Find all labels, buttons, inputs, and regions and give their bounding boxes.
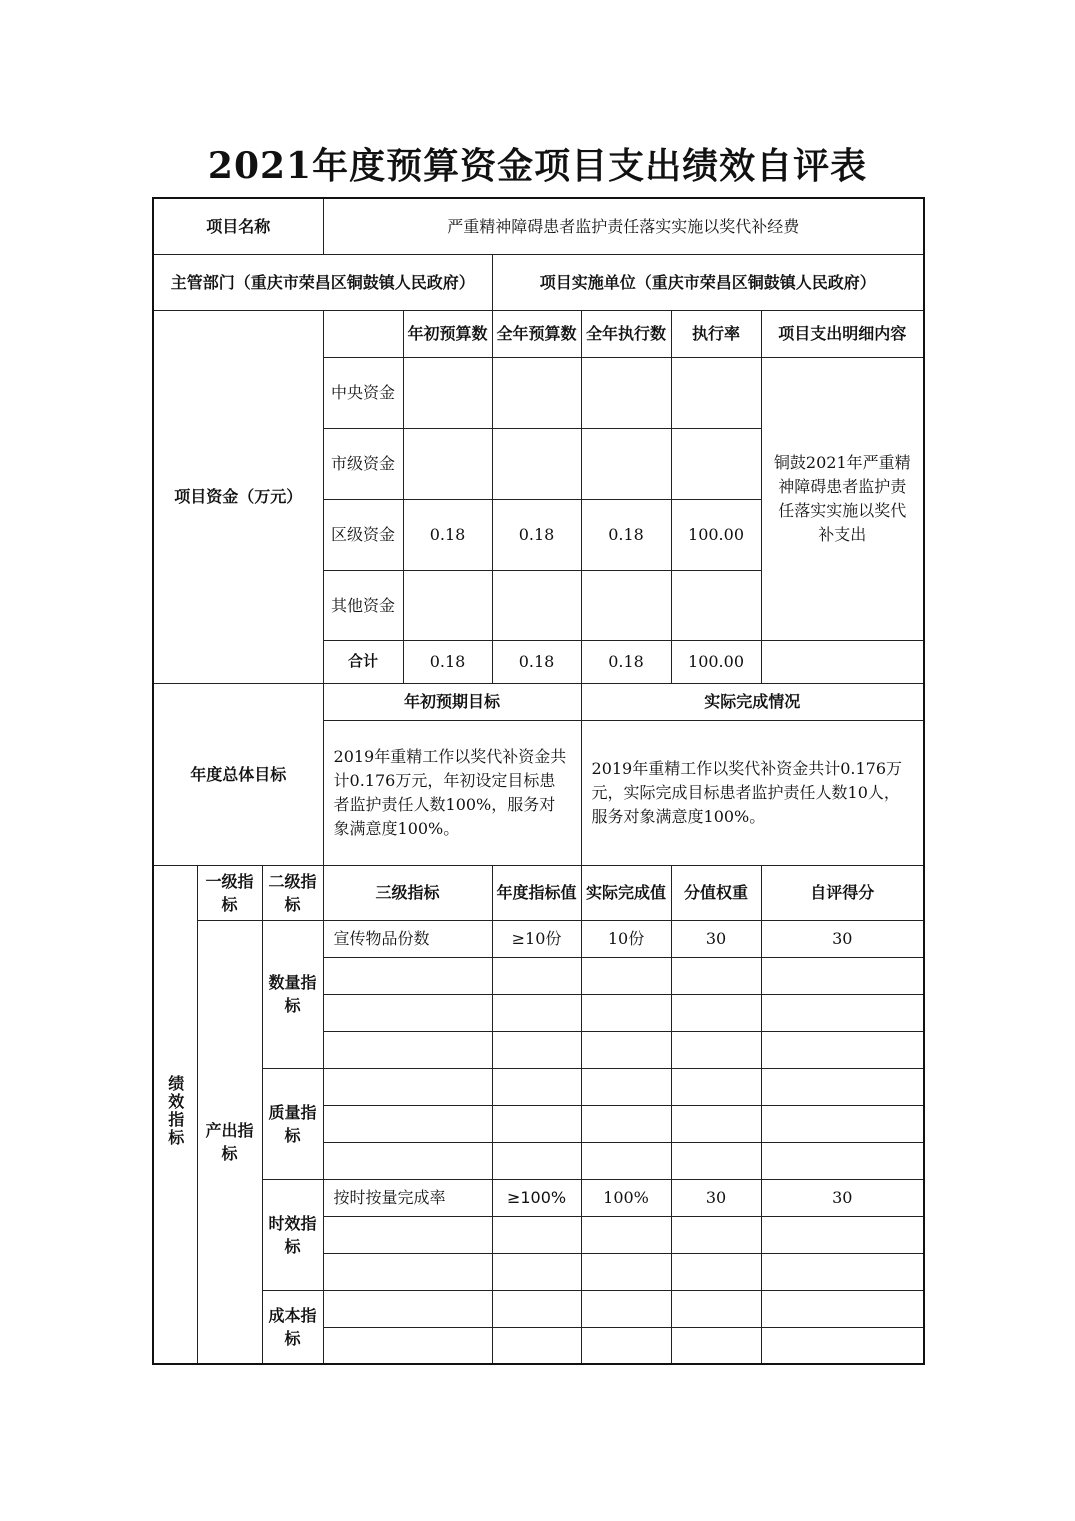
indicator-header: 实际完成值 bbox=[581, 865, 671, 920]
funds-cell: 0.18 bbox=[581, 640, 671, 683]
funds-header-detail: 项目支出明细内容 bbox=[761, 310, 924, 357]
indicator-score bbox=[761, 957, 924, 994]
goals-label: 年度总体目标 bbox=[153, 683, 323, 865]
indicator-actual bbox=[581, 957, 671, 994]
indicator-weight bbox=[671, 1031, 761, 1068]
department-row bbox=[153, 254, 924, 310]
indicator-name bbox=[323, 1327, 492, 1364]
funds-cell bbox=[671, 570, 761, 640]
funds-cell: 0.18 bbox=[492, 640, 581, 683]
indicator-name bbox=[323, 1031, 492, 1068]
funds-row-name: 中央资金 bbox=[323, 357, 403, 428]
project-name-row bbox=[153, 198, 924, 254]
funds-cell: 0.18 bbox=[403, 499, 492, 570]
funds-cell bbox=[671, 357, 761, 428]
indicator-target bbox=[492, 1142, 581, 1179]
goals-actual-header: 实际完成情况 bbox=[581, 683, 924, 720]
indicator-weight bbox=[671, 1142, 761, 1179]
funds-total-label: 合计 bbox=[323, 640, 403, 683]
indicator-score bbox=[761, 1327, 924, 1364]
indicator-header-row bbox=[153, 865, 924, 920]
indicator-name bbox=[323, 1068, 492, 1105]
indicator-name bbox=[323, 1216, 492, 1253]
indicator-actual bbox=[581, 1068, 671, 1105]
funds-header-executed: 全年执行数 bbox=[581, 310, 671, 357]
indicator-score: 30 bbox=[761, 1179, 924, 1216]
funds-detail: 铜鼓2021年严重精神障碍患者监护责任落实实施以奖代补支出 bbox=[761, 357, 924, 640]
indicator-target bbox=[492, 1290, 581, 1327]
funds-header-row bbox=[153, 310, 924, 357]
indicator-score bbox=[761, 1290, 924, 1327]
indicator-target: ≥10份 bbox=[492, 920, 581, 957]
indicator-score bbox=[761, 1142, 924, 1179]
indicator-name bbox=[323, 1142, 492, 1179]
funds-cell bbox=[671, 428, 761, 499]
funds-header-blank bbox=[323, 310, 403, 357]
funds-cell bbox=[403, 428, 492, 499]
funds-total-blank bbox=[761, 640, 924, 683]
indicator-actual bbox=[581, 1105, 671, 1142]
indicator-header: 自评得分 bbox=[761, 865, 924, 920]
table-row bbox=[153, 920, 924, 957]
level2-indicator: 成本指标 bbox=[262, 1290, 323, 1364]
funds-row-name: 区级资金 bbox=[323, 499, 403, 570]
indicator-header: 二级指标 bbox=[262, 865, 323, 920]
funds-header-rate: 执行率 bbox=[671, 310, 761, 357]
indicator-actual: 10份 bbox=[581, 920, 671, 957]
funds-cell bbox=[492, 428, 581, 499]
funds-cell bbox=[581, 428, 671, 499]
indicator-score bbox=[761, 1216, 924, 1253]
level2-indicator: 时效指标 bbox=[262, 1179, 323, 1290]
indicator-actual bbox=[581, 994, 671, 1031]
project-name-label: 项目名称 bbox=[153, 198, 323, 254]
table-row bbox=[153, 1179, 924, 1216]
funds-cell: 0.18 bbox=[492, 499, 581, 570]
indicator-actual bbox=[581, 1327, 671, 1364]
indicator-actual bbox=[581, 1253, 671, 1290]
indicator-score bbox=[761, 994, 924, 1031]
funds-cell: 100.00 bbox=[671, 640, 761, 683]
funds-cell bbox=[581, 570, 671, 640]
funds-header-initial: 年初预算数 bbox=[403, 310, 492, 357]
indicator-target bbox=[492, 1105, 581, 1142]
performance-table bbox=[152, 197, 925, 1365]
indicator-weight bbox=[671, 957, 761, 994]
indicator-target bbox=[492, 1253, 581, 1290]
implementing-unit-cell: 项目实施单位（重庆市荣昌区铜鼓镇人民政府） bbox=[492, 254, 924, 310]
indicator-name bbox=[323, 957, 492, 994]
goals-header-row bbox=[153, 683, 924, 720]
indicator-name: 宣传物品份数 bbox=[323, 920, 492, 957]
indicator-score: 30 bbox=[761, 920, 924, 957]
indicator-actual: 100% bbox=[581, 1179, 671, 1216]
indicator-target bbox=[492, 1068, 581, 1105]
indicator-weight bbox=[671, 1105, 761, 1142]
indicator-target bbox=[492, 1327, 581, 1364]
goals-planned-text: 2019年重精工作以奖代补资金共计0.176万元，年初设定目标患者监护责任人数100%，服务对象满意度100%。 bbox=[323, 720, 581, 865]
funds-cell: 0.18 bbox=[403, 640, 492, 683]
indicator-header: 一级指标 bbox=[197, 865, 262, 920]
indicator-weight bbox=[671, 1253, 761, 1290]
indicator-header: 分值权重 bbox=[671, 865, 761, 920]
indicator-header: 三级指标 bbox=[323, 865, 492, 920]
funds-cell bbox=[403, 357, 492, 428]
indicator-header: 年度指标值 bbox=[492, 865, 581, 920]
indicator-target bbox=[492, 1031, 581, 1068]
funds-cell bbox=[492, 357, 581, 428]
level2-indicator: 数量指标 bbox=[262, 920, 323, 1068]
indicator-score bbox=[761, 1105, 924, 1142]
funds-row-name: 其他资金 bbox=[323, 570, 403, 640]
indicator-actual bbox=[581, 1216, 671, 1253]
funds-label: 项目资金（万元） bbox=[153, 310, 323, 683]
indicator-weight bbox=[671, 1216, 761, 1253]
page-title: 2021年度预算资金项目支出绩效自评表 bbox=[207, 145, 868, 187]
indicator-weight bbox=[671, 1327, 761, 1364]
goals-actual-text: 2019年重精工作以奖代补资金共计0.176万元，实际完成目标患者监护责任人数10人，服务对象满意度100%。 bbox=[581, 720, 924, 865]
indicator-score bbox=[761, 1068, 924, 1105]
funds-cell: 0.18 bbox=[581, 499, 671, 570]
indicator-target bbox=[492, 994, 581, 1031]
indicator-actual bbox=[581, 1031, 671, 1068]
table-row bbox=[153, 1068, 924, 1105]
funds-cell bbox=[581, 357, 671, 428]
indicator-weight: 30 bbox=[671, 1179, 761, 1216]
indicator-name bbox=[323, 994, 492, 1031]
indicator-section-label: 绩效指标 bbox=[153, 865, 197, 1364]
indicator-score bbox=[761, 1253, 924, 1290]
indicator-weight: 30 bbox=[671, 920, 761, 957]
level1-indicator: 产出指标 bbox=[197, 920, 262, 1364]
indicator-target bbox=[492, 957, 581, 994]
indicator-name bbox=[323, 1253, 492, 1290]
funds-header-annual: 全年预算数 bbox=[492, 310, 581, 357]
indicator-weight bbox=[671, 994, 761, 1031]
indicator-target bbox=[492, 1216, 581, 1253]
funds-row-name: 市级资金 bbox=[323, 428, 403, 499]
level2-indicator: 质量指标 bbox=[262, 1068, 323, 1179]
indicator-weight bbox=[671, 1290, 761, 1327]
table-row bbox=[153, 1290, 924, 1327]
indicator-name bbox=[323, 1105, 492, 1142]
indicator-name bbox=[323, 1290, 492, 1327]
funds-cell bbox=[403, 570, 492, 640]
indicator-score bbox=[761, 1031, 924, 1068]
indicator-actual bbox=[581, 1142, 671, 1179]
funds-cell bbox=[492, 570, 581, 640]
indicator-target: ≥100% bbox=[492, 1179, 581, 1216]
funds-cell: 100.00 bbox=[671, 499, 761, 570]
goals-planned-header: 年初预期目标 bbox=[323, 683, 581, 720]
project-name-value: 严重精神障碍患者监护责任落实实施以奖代补经费 bbox=[323, 198, 924, 254]
indicator-weight bbox=[671, 1068, 761, 1105]
indicator-name: 按时按量完成率 bbox=[323, 1179, 492, 1216]
indicator-actual bbox=[581, 1290, 671, 1327]
department-cell: 主管部门（重庆市荣昌区铜鼓镇人民政府） bbox=[153, 254, 492, 310]
